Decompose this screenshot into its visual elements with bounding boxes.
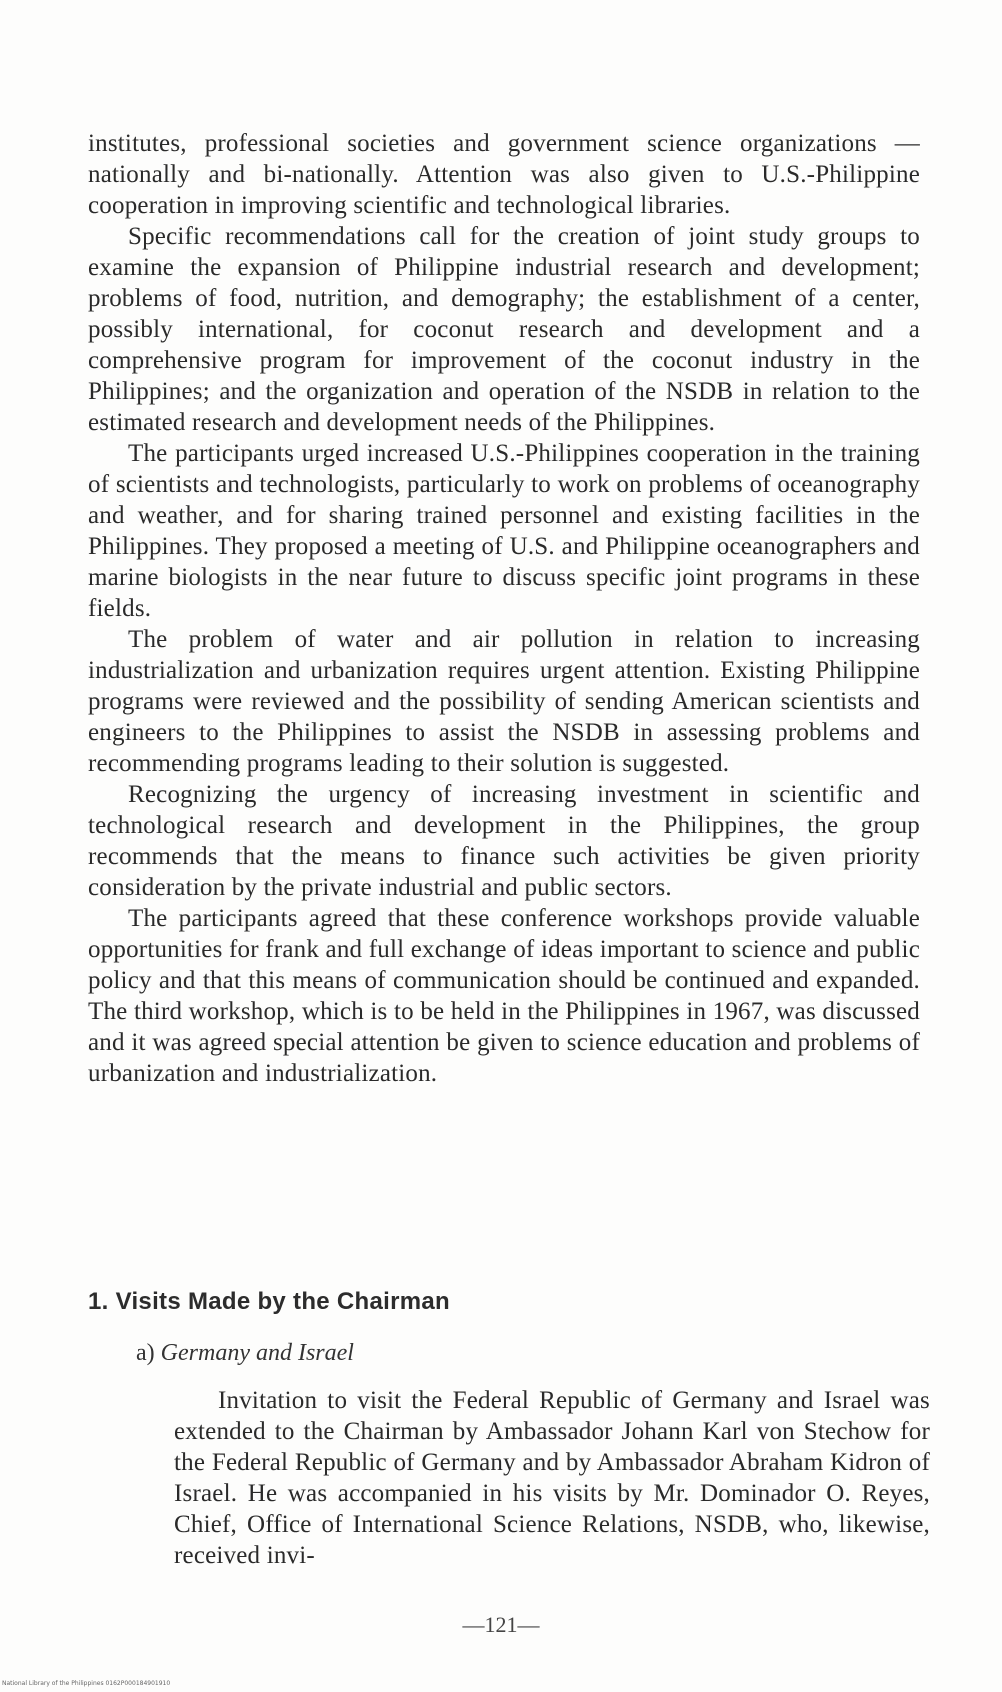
paragraph-workshops: The participants agreed that these conference workshops provide valuable opportunities for frank and full exchange of ideas important to science and public policy and that this means of communication should be continued and expanded. The third workshop, which is to be held in the Philippines in 1967, was discussed and it was agreed special attention be given to science education and problems of urbanization and industrialization.	[88, 905, 920, 1087]
paragraph-training: The participants urged increased U.S.-Philippines cooperation in the training of scientists and technologists, particularly to work on problems of oceanography and weather, and for sharing trained personnel and existing facilities in the Philippines. They proposed a meeting of U.S. and Philippine oceanographers and marine biologists in the near future to discuss specific joint programs in these fields.	[88, 440, 920, 622]
page-number: —121—	[462, 1612, 540, 1637]
paragraph-libraries: institutes, professional societies and government science organizations — nationally and bi-nationally. Attention was also given to U.S.-Philippine cooperation in improving scientific and technological libraries.	[88, 130, 920, 219]
scan-footer-note: National Library of the Philippines 0162P000184901910	[2, 1680, 171, 1687]
subsection-marker: a)	[136, 1340, 161, 1366]
paragraph-investment: Recognizing the urgency of increasing investment in scientific and technological research and development in the Philippines, the group recommends that the means to finance such activities be given priority consideration by the private industrial and public sectors.	[88, 781, 920, 901]
paragraph-pollution: The problem of water and air pollution in relation to increasing industrialization and urbanization requires urgent attention. Existing Philippine programs were reviewed and the possibility of sending American scientists and engineers to the Philippines to assist the NSDB in assessing problems and recommending programs leading to their solution is suggested.	[88, 626, 920, 777]
subsection-title: Germany and Israel	[160, 1340, 354, 1366]
section-heading: 1. Visits Made by the Chairman	[88, 1288, 451, 1315]
subsection-heading	[136, 1340, 354, 1367]
paragraph-recommendations: Specific recommendations call for the creation of joint study groups to examine the expansion of Philippine industrial research and development; problems of food, nutrition, and demography; the establishment of a center, possibly international, for coconut research and development and a comprehensive program for improvement of the coconut industry in the Philippines; and the organization and operation of the NSDB in relation to the estimated research and development needs of the Philippines.	[88, 223, 920, 436]
subsection-body-text	[174, 1385, 930, 1571]
main-body-text	[88, 128, 920, 1089]
paragraph-invitation: Invitation to visit the Federal Republic of Germany and Israel was extended to the Chairman by Ambassador Johann Karl von Stechow for the Federal Republic of Germany and by Ambassador Abraham Kidron of Israel. He was accompanied in his visits by Mr. Dominador O. Reyes, Chief, Office of International Science Relations, NSDB, who, likewise, received invi-	[174, 1387, 930, 1569]
